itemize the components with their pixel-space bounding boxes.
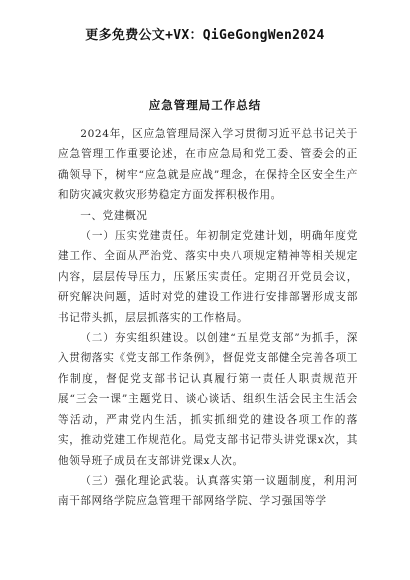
paragraph-theory: （三）强化理论武装。认真落实第一议题制度，利用河南干部网络学院应急管理干部网络学院、学习强国等学 — [58, 474, 358, 508]
document-body — [58, 124, 358, 512]
paragraph-party-responsibility: （一）压实党建责任。年初制定党建计划，明确年度党建工作、全面从严治党、落实中央八项规定精神等相关规定内容，层层传导压力，压紧压实责任。定期召开党员会议，研究解决问题，适时对党的建设工作进行安排部署形成支部书记带头抓，层层抓落实的工作格局。 — [58, 230, 358, 324]
promo-banner: 更多免费公文+VX：QiGeGongWen2024 — [85, 28, 325, 43]
intro-paragraph: 2024年，区应急管理局深入学习贯彻习近平总书记关于应急管理工作重要论述，在市应急局和党工委、管委会的正确领导下，树牢“应急就是应战”理念，在保持全区安全生产和防灾减灾救灾形势稳定方面发挥积极作用。 — [58, 128, 358, 202]
section-heading: 一、党建概况 — [80, 209, 148, 222]
paragraph-organization: （二）夯实组织建设。以创建“五星党支部”为抓手，深入贯彻落实《党支部工作条例》，督促党支部健全完善各项工作制度，督促党支部书记认真履行第一责任人职责规范开展“三会一课”主题党日、谈心谈话、组织生活会民主生活会等活动，严肃党内生活，抓实抓细党的建设各项工作的落实，推动党建工作规范化。局党支部书记带头讲党课x次，其他领导班子成员在支部讲党课x人次。 — [58, 332, 358, 467]
document-title: 应急管理局工作总结 — [148, 98, 262, 112]
